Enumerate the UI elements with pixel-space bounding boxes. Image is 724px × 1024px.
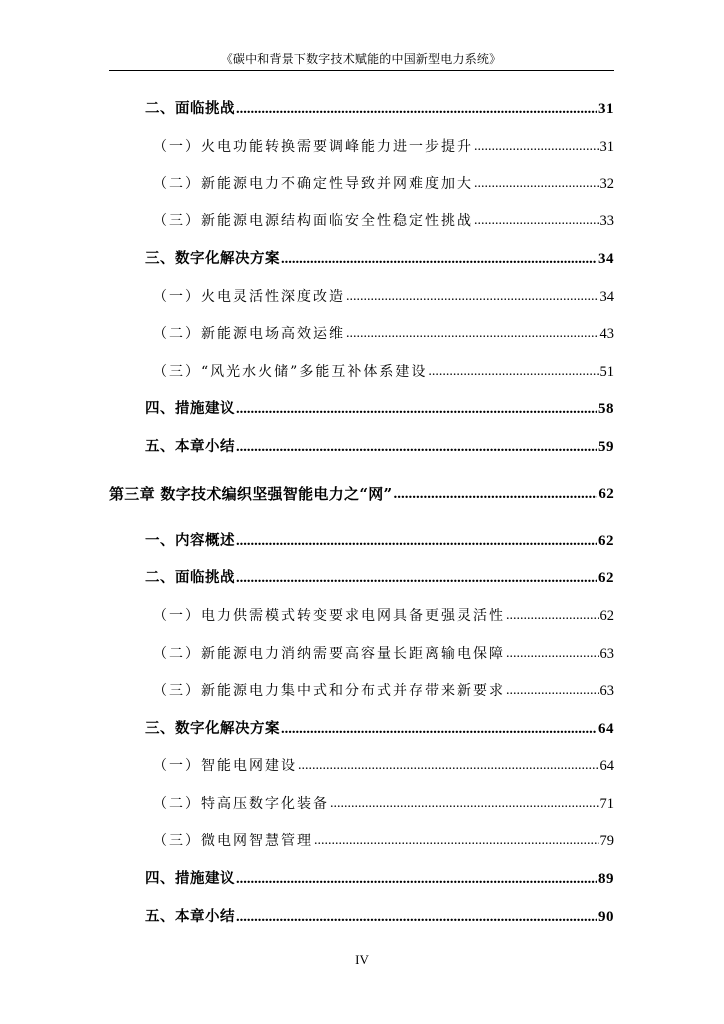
toc-entry-title: （二）特高压数字化装备 [153,796,329,812]
toc-entry-title: （一）火电功能转换需要调峰能力进一步提升 [153,139,473,155]
toc-entry[interactable] [153,640,614,664]
toc-entry[interactable] [145,395,614,419]
toc-leader [236,568,597,588]
toc-entry[interactable] [145,903,614,927]
toc-leader [393,484,597,504]
toc-entry-title: 第三章 数字技术编织坚强智能电力之“网” [109,485,393,503]
toc-leader [236,399,597,419]
toc-entry-page: 51 [599,364,614,380]
toc-entry[interactable] [145,433,614,457]
toc-entry-page: 63 [599,646,614,662]
toc-leader [236,869,597,889]
toc-entry[interactable] [145,95,614,119]
toc-entry-page: 33 [599,213,614,229]
toc-entry[interactable] [145,245,614,269]
toc-entry[interactable] [153,790,614,814]
toc-entry-page: 64 [599,758,614,774]
toc-entry-title: （二）新能源电力消纳需要高容量长距离输电保障 [153,646,505,662]
toc-leader [428,362,598,382]
toc-entry[interactable] [153,827,614,851]
toc-entry[interactable] [145,715,614,739]
toc-leader [314,831,599,851]
toc-entry-page: 62 [598,486,614,502]
toc-leader [506,606,599,626]
toc-entry-title: （二）新能源电力不确定性导致并网难度加大 [153,176,473,192]
toc-entry-title: （三）新能源电力集中式和分布式并存带来新要求 [153,683,505,699]
toc-entry-page: 32 [599,176,614,192]
toc-entry[interactable] [153,133,614,157]
toc-entry-title: 三、数字化解决方案 [145,250,280,267]
toc-entry[interactable] [153,602,614,626]
toc-entry[interactable] [153,358,614,382]
toc-entry[interactable] [145,865,614,889]
toc-entry-page: 62 [599,608,614,624]
toc-leader [346,324,599,344]
toc-entry-title: 二、面临挑战 [145,569,235,586]
toc-entry[interactable] [153,170,614,194]
toc-entry[interactable] [153,283,614,307]
toc-entry-page: 31 [599,139,614,155]
toc-leader [330,794,599,814]
toc-entry-title: 四、措施建议 [145,400,235,417]
toc-leader [236,437,597,457]
page-number: IV [355,952,369,967]
toc-entry-page: 31 [598,101,614,117]
toc-entry[interactable] [145,527,614,551]
toc-entry[interactable] [153,677,614,701]
toc-entry-title: 五、本章小结 [145,438,235,455]
toc-entry-title: 二、面临挑战 [145,100,235,117]
toc-entry-page: 90 [598,909,614,925]
toc-entry-title: （三）微电网智慧管理 [153,833,313,849]
toc-entry-title: 一、内容概述 [145,532,235,549]
toc-entry-title: 五、本章小结 [145,908,235,925]
toc-leader [506,644,599,664]
toc-entry-title: 三、数字化解决方案 [145,720,280,737]
toc-entry-page: 62 [598,570,614,586]
header-rule [109,70,614,71]
toc-entry-page: 34 [598,251,614,267]
toc-entry-page: 89 [598,871,614,887]
toc-entry-page: 63 [599,683,614,699]
toc-leader [298,756,599,776]
toc-entry-page: 43 [599,326,614,342]
toc-entry[interactable] [153,320,614,344]
toc-entry-title: （一）电力供需模式转变要求电网具备更强灵活性 [153,608,505,624]
toc-leader [281,719,597,739]
toc-entry-page: 64 [598,721,614,737]
toc-entry[interactable] [153,207,614,231]
toc-entry-page: 34 [599,289,614,305]
toc-leader [236,99,597,119]
toc-entry-title: （一）火电灵活性深度改造 [153,289,345,305]
toc-entry-page: 79 [599,833,614,849]
toc-entry-page: 58 [598,401,614,417]
toc-entry-title: （三）“风光水火储”多能互补体系建设 [153,364,428,380]
toc-chapter-entry[interactable] [109,480,614,504]
toc-leader [281,249,597,269]
toc-leader [236,531,597,551]
toc-leader [346,287,599,307]
toc-entry-page: 71 [599,796,614,812]
toc-entry-title: （三）新能源电源结构面临安全性稳定性挑战 [153,213,473,229]
toc-leader [474,174,599,194]
toc-leader [506,681,599,701]
toc-leader [474,211,599,231]
toc-entry-title: （一）智能电网建设 [153,758,297,774]
toc-entry-title: 四、措施建议 [145,870,235,887]
toc-leader [236,907,597,927]
toc-entry[interactable] [145,564,614,588]
toc-entry-title: （二）新能源电场高效运维 [153,326,345,342]
running-header: 《碳中和背景下数字技术赋能的中国新型电力系统》 [220,52,502,66]
toc-leader [474,137,599,157]
toc-entry-page: 59 [598,439,614,455]
toc-entry[interactable] [153,752,614,776]
toc-entry-page: 62 [598,533,614,549]
